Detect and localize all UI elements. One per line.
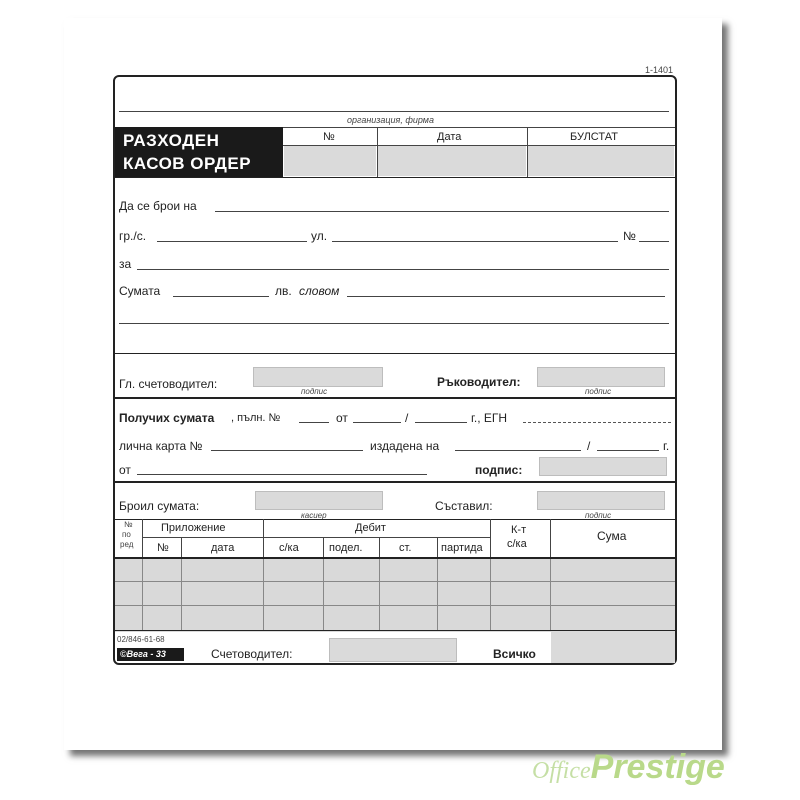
signature-hint: подпис <box>585 511 612 520</box>
table-col-line <box>142 559 143 630</box>
poa-date-field[interactable] <box>353 422 401 423</box>
table-col-line <box>263 559 264 630</box>
compiled-label: Съставил: <box>435 499 493 513</box>
compiled-signature-field[interactable] <box>537 491 665 510</box>
table-debit-header: Дебит <box>355 522 386 534</box>
section-divider <box>115 353 675 354</box>
table-rownum-header: ред <box>120 540 134 549</box>
table-col-line <box>323 559 324 630</box>
power-of-attorney-label: , пълн. № <box>231 412 281 424</box>
table-credit-header: с/ка <box>507 538 527 550</box>
table-col-line <box>379 559 380 630</box>
table-row[interactable] <box>115 605 675 606</box>
street-number-field[interactable] <box>639 241 669 242</box>
bulstat-field[interactable] <box>528 146 674 176</box>
cashier-hint: касиер <box>301 511 327 520</box>
header-number-label: № <box>323 131 335 143</box>
chief-accountant-signature-field[interactable] <box>253 367 383 387</box>
organization-line[interactable] <box>119 111 669 112</box>
amount-in-words-field[interactable] <box>347 296 665 297</box>
table-attachment-number-header: № <box>157 542 169 554</box>
accountant-signature-field[interactable] <box>329 638 457 662</box>
issued-date-field[interactable] <box>455 450 581 451</box>
table-sum-header: Сума <box>597 529 627 543</box>
form-title-block <box>115 127 283 177</box>
id-card-label: лична карта № <box>119 439 203 453</box>
table-col-line <box>550 559 551 630</box>
table-body <box>115 557 675 632</box>
header-bulstat-label: БУЛСТАТ <box>570 131 618 143</box>
table-col-line <box>490 559 491 630</box>
amount-in-words-field-2[interactable] <box>119 323 669 324</box>
table-col-line <box>181 559 182 630</box>
street-number-label: № <box>623 229 636 243</box>
table-attachment-date-header: дата <box>211 542 235 554</box>
in-words-label: словом <box>299 284 340 298</box>
amount-label: Сумата <box>119 284 161 298</box>
for-field[interactable] <box>137 269 669 270</box>
form-title-line1: РАЗХОДЕН <box>123 131 220 150</box>
egn-field[interactable] <box>523 422 671 423</box>
accountant-label: Счетоводител: <box>211 647 293 661</box>
watermark-office-text: Office <box>532 758 591 784</box>
city-field[interactable] <box>157 241 307 242</box>
year-egn-label: г., ЕГН <box>471 411 508 425</box>
pay-to-label: Да се брои на <box>119 199 197 213</box>
from-label-2: от <box>119 463 131 477</box>
cashier-signature-field[interactable] <box>255 491 383 510</box>
id-card-number-field[interactable] <box>211 450 363 451</box>
issued-from-field[interactable] <box>137 474 427 475</box>
section-divider <box>115 481 675 483</box>
manager-signature-field[interactable] <box>537 367 665 387</box>
order-number-field[interactable] <box>284 146 376 176</box>
lv-label: лв. <box>275 284 292 298</box>
table-credit-header: К-т <box>511 524 527 536</box>
street-label: ул. <box>311 229 328 243</box>
issued-label: издадена на <box>370 439 440 453</box>
table-debit-st-header: ст. <box>399 542 412 554</box>
expense-cash-order-form <box>113 65 677 665</box>
poa-year-field[interactable] <box>415 422 467 423</box>
received-label: Получих сумата <box>119 411 215 425</box>
signature-label: подпис: <box>475 463 523 477</box>
slash: / <box>405 411 409 425</box>
street-field[interactable] <box>332 241 618 242</box>
header-bottom-line <box>115 177 675 178</box>
total-label: Всичко <box>493 647 536 661</box>
table-attachment-header: Приложение <box>161 522 226 534</box>
header-date-label: Дата <box>437 131 462 143</box>
form-code: 1-1401 <box>645 65 674 75</box>
section-divider <box>115 397 675 399</box>
power-of-attorney-number-field[interactable] <box>299 422 329 423</box>
signature-hint: подпис <box>585 387 612 396</box>
order-date-field[interactable] <box>378 146 526 176</box>
organization-hint: организация, фирма <box>347 115 434 125</box>
form-title-line2: КАСОВ ОРДЕР <box>123 154 252 173</box>
amount-field[interactable] <box>173 296 269 297</box>
table-row[interactable] <box>115 581 675 582</box>
phone-number: 02/846-61-68 <box>117 635 165 644</box>
issued-by-field[interactable] <box>597 450 659 451</box>
table-debit-batch-header: партида <box>441 542 483 554</box>
g-label: г. <box>663 439 670 453</box>
recipient-signature-field[interactable] <box>539 457 667 476</box>
table-debit-account-header: с/ка <box>279 542 299 554</box>
table-subheader-line <box>142 537 490 538</box>
publisher-badge: ©Вега - 33 <box>117 648 184 661</box>
slash: / <box>587 439 591 453</box>
pay-to-field[interactable] <box>215 211 669 212</box>
table-col-line <box>437 559 438 630</box>
watermark-prestige-text: Prestige <box>590 748 725 786</box>
table-rownum-header: по <box>122 530 131 539</box>
total-field[interactable] <box>551 631 675 663</box>
chief-accountant-label: Гл. счетоводител: <box>119 377 218 391</box>
table-top-line <box>115 519 675 520</box>
from-label: от <box>336 411 348 425</box>
for-label: за <box>119 257 132 271</box>
manager-label: Ръководител: <box>437 375 521 389</box>
office-prestige-watermark <box>532 748 725 787</box>
table-rownum-header: № <box>124 520 133 529</box>
signature-hint: подпис <box>301 387 328 396</box>
counted-label: Броил сумата: <box>119 499 200 513</box>
city-label: гр./с. <box>119 229 147 243</box>
table-debit-division-header: подел. <box>329 542 363 554</box>
